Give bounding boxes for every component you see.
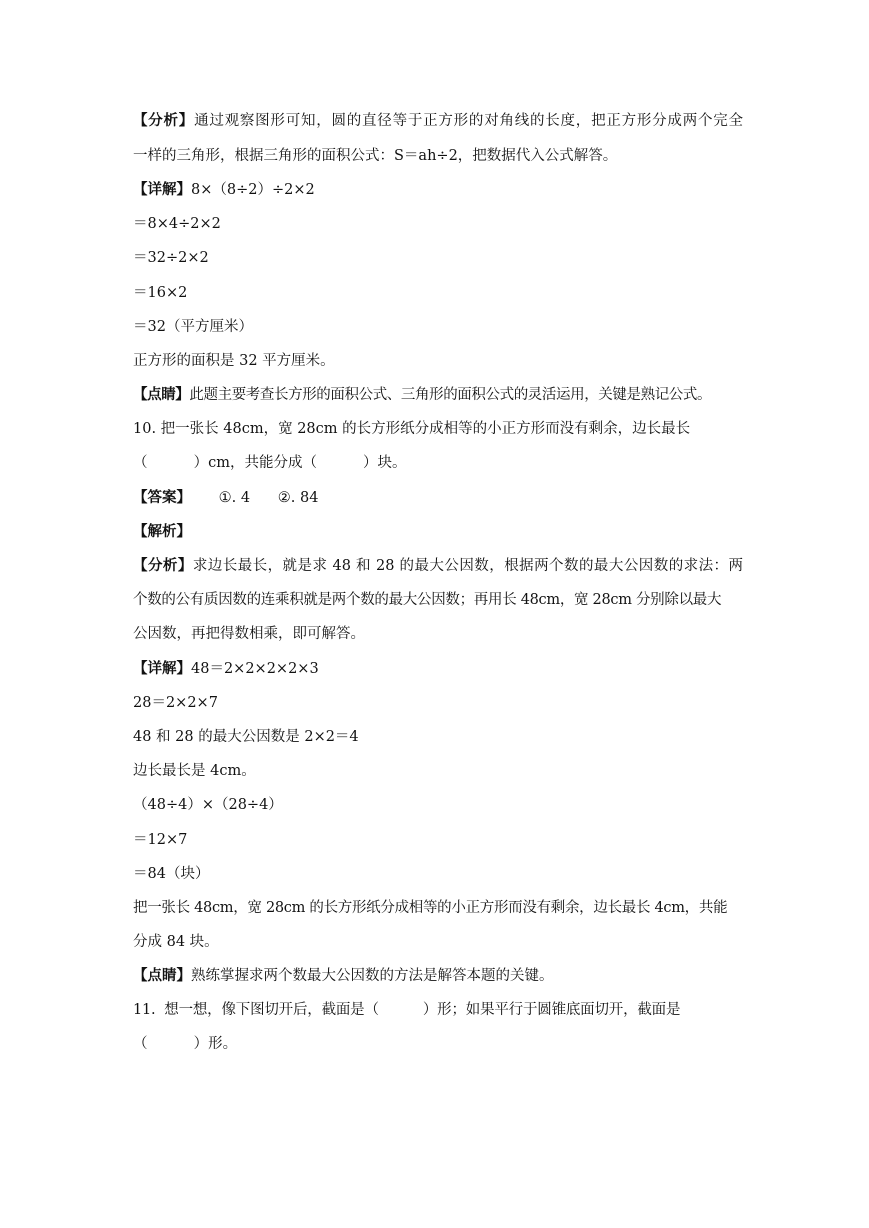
analysis-tag: 【分析】 [133, 112, 195, 129]
line-text: 8×（8÷2）÷2×2 [191, 182, 315, 198]
line-text: ＝16×2 [133, 285, 188, 301]
line-text: 正方形的面积是 32 平方厘米。 [133, 353, 335, 369]
q9-detail-line [133, 180, 743, 200]
q10-step-line-3 [133, 761, 743, 781]
detail-tag: 【详解】 [133, 181, 191, 198]
line-text: 一样的三角形，根据三角形的面积公式：S＝ah÷2，把数据代入公式解答。 [133, 148, 618, 164]
line-text: 熟练掌握求两个数最大公因数的方法是解答本题的关键。 [191, 968, 554, 984]
answer-tag: 【答案】 [133, 489, 191, 506]
analysis-tag: 【分析】 [133, 557, 193, 574]
line-text: 边长最长是 4cm。 [133, 763, 256, 779]
line-text: 求边长最长，就是求 48 和 28 的最大公因数，根据两个数的最大公因数的求法：两 [192, 558, 744, 574]
q9-conclusion-line [133, 351, 743, 371]
line-text: 此题主要考查长方形的面积公式、三角形的面积公式的灵活运用，关键是熟记公式。 [189, 387, 712, 403]
line-text: 分成 84 块。 [133, 934, 219, 950]
q9-comment-line [133, 385, 743, 405]
line-text: ＝32÷2×2 [133, 250, 209, 266]
q10-detail-line [133, 659, 743, 679]
line-text: 个数的公有质因数的连乘积就是两个数的最大公因数；再用长 48cm，宽 28cm 分别除以最大 [133, 592, 722, 608]
q10-comment-line [133, 966, 743, 986]
line-text: 28＝2×2×7 [133, 695, 218, 711]
q10-step-line-6 [133, 864, 743, 884]
line-text: ①. 4 ②. 84 [191, 490, 319, 506]
q10-question-line-1 [133, 419, 743, 439]
q10-conclusion-line-1 [133, 898, 743, 918]
solution-tag: 【解析】 [133, 523, 191, 540]
q10-analysis-line-3 [133, 624, 743, 644]
q10-step-line-4 [133, 795, 743, 815]
line-text: ＝32（平方厘米） [133, 319, 253, 335]
line-text: （ ）形。 [133, 1036, 238, 1052]
q11-question-line-2 [133, 1034, 743, 1054]
line-text: （48÷4）×（28÷4） [133, 797, 283, 813]
q9-step-line-2 [133, 248, 743, 268]
q9-analysis-line-2 [133, 146, 743, 166]
line-text: 通过观察图形可知，圆的直径等于正方形的对角线的长度，把正方形分成两个完全 [194, 113, 743, 129]
line-text: 10. 把一张长 48cm，宽 28cm 的长方形纸分成相等的小正方形而没有剩余，边长最长 [133, 421, 691, 437]
q10-question-line-2 [133, 453, 743, 473]
q10-solution-line [133, 522, 743, 542]
line-text: 公因数，再把得数相乘，即可解答。 [133, 626, 365, 642]
q9-step-line-3 [133, 283, 743, 303]
line-text: 48 和 28 的最大公因数是 2×2＝4 [133, 729, 359, 745]
comment-tag: 【点睛】 [133, 386, 190, 403]
q10-step-line-5 [133, 830, 743, 850]
q9-step-line-4 [133, 317, 743, 337]
q11-question-line-1 [133, 1000, 743, 1020]
comment-tag: 【点睛】 [133, 967, 191, 984]
line-text: 把一张长 48cm，宽 28cm 的长方形纸分成相等的小正方形而没有剩余，边长最长 4cm，共能 [133, 900, 728, 916]
line-text: 48＝2×2×2×2×3 [191, 661, 319, 677]
q10-answer-line [133, 488, 743, 508]
line-text: ＝12×7 [133, 832, 188, 848]
q10-step-line-2 [133, 727, 743, 747]
line-text: ＝8×4÷2×2 [133, 216, 221, 232]
q9-step-line-1 [133, 214, 743, 234]
line-text: ＝84（块） [133, 866, 210, 882]
detail-tag: 【详解】 [133, 660, 191, 677]
q10-step-line-1 [133, 693, 743, 713]
q10-analysis-line-2 [133, 590, 743, 610]
line-text: 11. 想一想，像下图切开后，截面是（ ）形；如果平行于圆锥底面切开，截面是 [133, 1002, 681, 1018]
q9-analysis-line-1 [133, 111, 743, 131]
q10-conclusion-line-2 [133, 932, 743, 952]
q10-analysis-line-1 [133, 556, 743, 576]
line-text: （ ）cm，共能分成（ ）块。 [133, 455, 407, 471]
